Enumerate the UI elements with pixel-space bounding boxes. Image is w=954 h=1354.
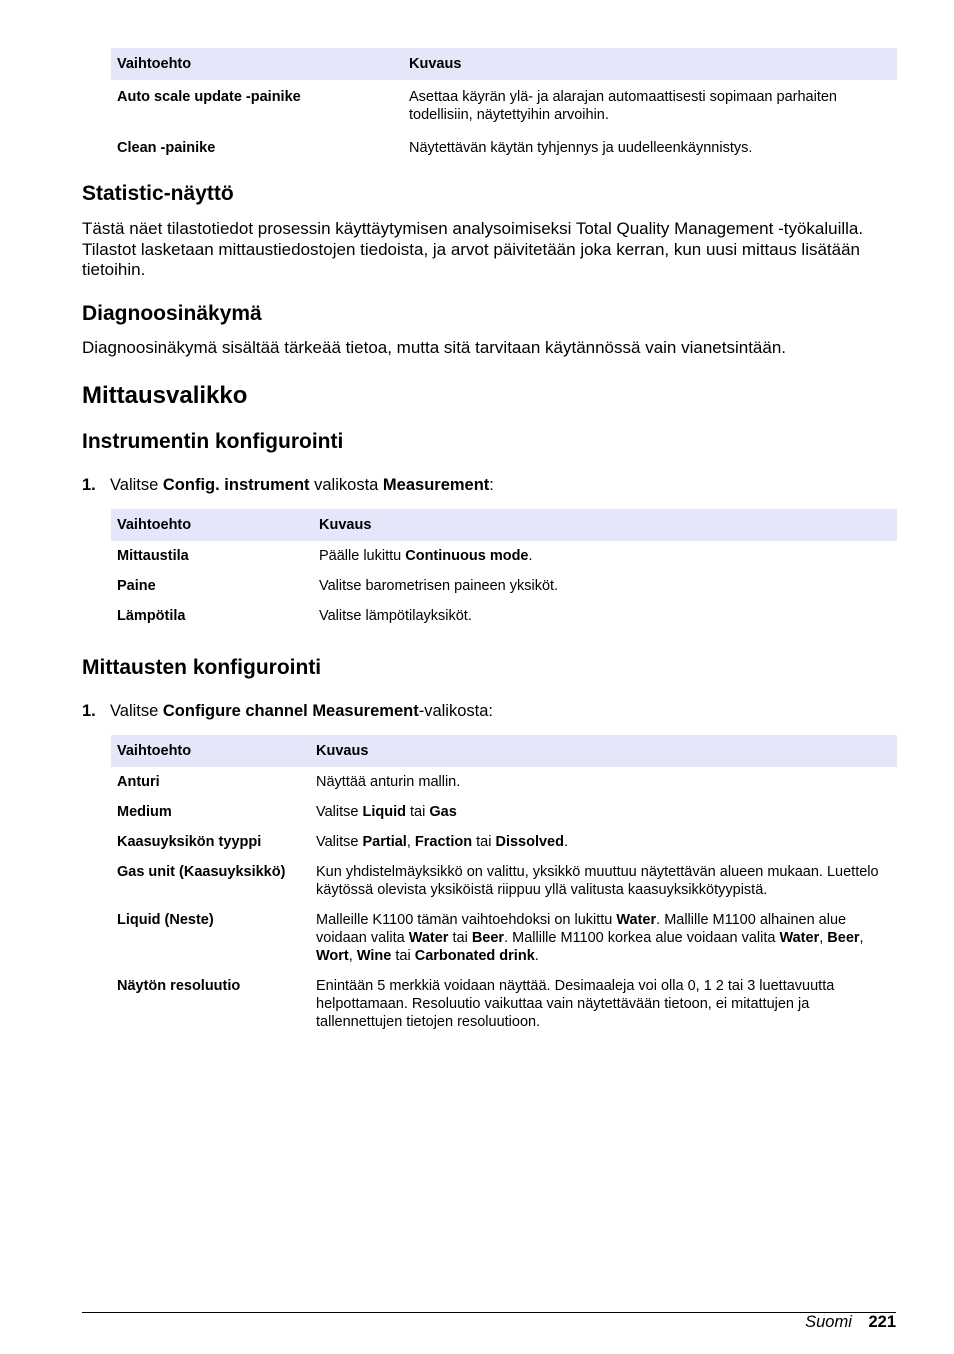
column-header: Vaihtoehto (111, 509, 313, 541)
chapter-heading: Mittausvalikko (82, 382, 248, 409)
option-description: Valitse Liquid tai Gas (316, 804, 457, 820)
instruction-step (82, 702, 493, 721)
option-name: Auto scale update -painike (117, 89, 301, 105)
instruction-step (82, 476, 494, 495)
table-row (111, 571, 897, 601)
option-name: Liquid (Neste) (117, 912, 214, 928)
menu-ref: Measurement (382, 476, 490, 494)
options-table-measurement (111, 735, 897, 1037)
option-name: Medium (117, 804, 172, 820)
table-row (111, 80, 897, 130)
column-header: Vaihtoehto (111, 735, 310, 767)
step-number: 1. (82, 476, 96, 494)
step-text: : (489, 476, 494, 494)
option-description: Malleille K1100 tämän vaihtoehdoksi on lukittu Water. Mallille M1100 alhainen alue voidaan valita Water tai Beer. Mallille M1100 korkea alue voidaan valita Water, Beer, Wort, Wine tai Carbonated drink. (316, 912, 864, 964)
option-description: Valitse barometrisen paineen yksiköt. (319, 578, 559, 594)
section-heading-diagnosis: Diagnoosinäkymä (82, 302, 262, 325)
step-number: 1. (82, 702, 96, 720)
statistic-paragraph: Tästä näet tilastotiedot prosessin käyttäytymisen analysoimiseksi Total Quality Management -työkaluilla. Tilastot lasketaan mittaustiedostojen tiedoista, ja arvot päivitetään joka kerran, kun uusi mittaus lisätään tietoihin. (82, 219, 864, 279)
table-row (111, 857, 897, 905)
table-row (111, 767, 897, 797)
option-description: Valitse Partial, Fraction tai Dissolved. (316, 834, 568, 850)
option-name: Lämpötila (117, 608, 186, 624)
option-description: Päälle lukittu Continuous mode. (319, 548, 533, 564)
table-row (111, 541, 897, 571)
footer-rule (82, 1312, 896, 1313)
section-heading-measurement: Mittausten konfigurointi (82, 656, 322, 679)
menu-item-ref: Configure channel Measurement (162, 702, 419, 720)
option-name: Kaasuyksikön tyyppi (117, 834, 262, 850)
option-name: Mittaustila (117, 548, 189, 564)
option-description: Näytettävän käytän tyhjennys ja uudelleenkäynnistys. (409, 140, 753, 156)
section-heading-instrument: Instrumentin konfigurointi (82, 430, 344, 453)
options-table-instrument (111, 509, 897, 631)
option-name: Anturi (117, 774, 160, 790)
options-table-1 (111, 48, 897, 163)
table-row (111, 130, 897, 163)
option-name: Näytön resoluutio (117, 978, 241, 994)
table-row (111, 905, 897, 971)
column-header: Kuvaus (310, 735, 897, 767)
column-header: Vaihtoehto (111, 48, 403, 80)
table-row (111, 797, 897, 827)
page-footer (805, 1313, 896, 1332)
page-number: 221 (868, 1313, 896, 1331)
step-text: -valikosta: (418, 702, 493, 720)
menu-item-ref: Config. instrument (162, 476, 310, 494)
step-text: Valitse (110, 476, 163, 494)
table-header-row (111, 509, 897, 541)
table-row (111, 971, 897, 1037)
diagnosis-paragraph: Diagnoosinäkymä sisältää tärkeää tietoa, mutta sitä tarvitaan käytännössä vain vianetsintään. (82, 338, 787, 357)
table-header-row (111, 735, 897, 767)
footer-language: Suomi (805, 1313, 852, 1331)
option-description: Valitse lämpötilayksiköt. (319, 608, 472, 624)
section-heading-statistic: Statistic-näyttö (82, 182, 234, 205)
table-row (111, 601, 897, 631)
option-name: Paine (117, 578, 156, 594)
option-name: Gas unit (Kaasuyksikkö) (117, 864, 286, 880)
option-description: Asettaa käyrän ylä- ja alarajan automaattisesti sopimaan parhaiten todellisiin, näytettyihin arvoihin. (409, 89, 837, 123)
option-name: Clean -painike (117, 140, 216, 156)
column-header: Kuvaus (403, 48, 897, 80)
table-row (111, 827, 897, 857)
step-text: valikosta (309, 476, 383, 494)
option-description: Kun yhdistelmäyksikkö on valittu, yksikkö muuttuu näytettävän alueen mukaan. Luettelo käytössä olevista yksiköistä riippuu yllä valitusta kaasuyksikkötyypistä. (316, 864, 879, 898)
table-header-row (111, 48, 897, 80)
option-description: Näyttää anturin mallin. (316, 774, 461, 790)
column-header: Kuvaus (313, 509, 897, 541)
option-description: Enintään 5 merkkiä voidaan näyttää. Desimaaleja voi olla 0, 1 2 tai 3 luettavuutta helpottamaan. Resoluutio vaikuttaa vain näytettävään tietoon, ei mitattujen ja tallennettujen tietojen resoluutioon. (316, 978, 835, 1030)
step-text: Valitse (110, 702, 163, 720)
